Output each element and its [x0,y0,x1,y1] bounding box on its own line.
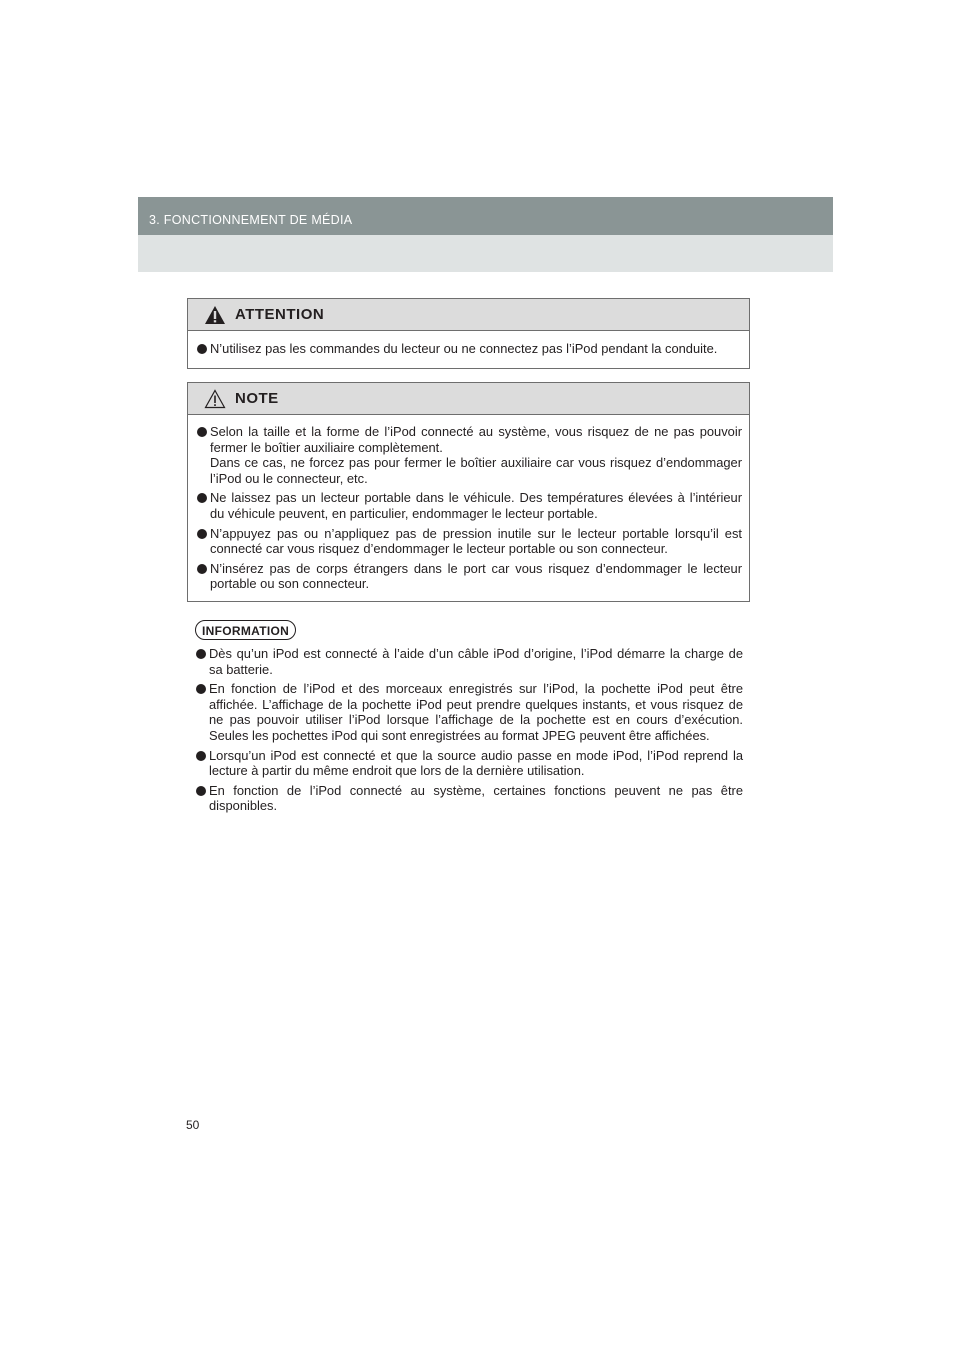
bullet-icon [197,564,207,574]
information-item: En fonction de l’iPod connecté au système, certaines fonctions peuvent ne pas être disponibles. [196,783,743,814]
section-header [138,197,833,235]
note-item: Selon la taille et la forme de l’iPod connecté au système, vous risquez de ne pas pouvoir fermer le boîtier auxiliaire complètement. Dans ce cas, ne forcez pas pour fermer le boîtier auxiliaire car vous risquez d’endommager l’iPod ou le connecteur, etc. [197,424,742,486]
bullet-icon [197,344,207,354]
information-badge: INFORMATION [195,620,296,640]
information-list [196,646,743,818]
bullet-icon [197,427,207,437]
information-item: Dès qu’un iPod est connecté à l’aide d’un câble iPod d’origine, l’iPod démarre la charge de sa batterie. [196,646,743,677]
attention-item: N’utilisez pas les commandes du lecteur ou ne connectez pas l’iPod pendant la conduite. [197,341,742,357]
note-title: NOTE [235,390,279,407]
note-item: N’appuyez pas ou n’appliquez pas de pression inutile sur le lecteur portable lorsqu’il est connecté car vous risquez d’endommager le lecteur portable ou son connecteur. [197,526,742,557]
note-item: Ne laissez pas un lecteur portable dans le véhicule. Des températures élevées à l’intérieur du véhicule peuvent, en particulier, endommager le lecteur portable. [197,490,742,521]
attention-box [187,298,750,369]
warning-icon [204,305,226,325]
note-box [187,382,750,602]
bullet-icon [197,529,207,539]
attention-header [188,299,749,331]
section-subheader [138,235,833,272]
bullet-icon [196,684,206,694]
information-item: Lorsqu’un iPod est connecté et que la source audio passe en mode iPod, l’iPod reprend la lecture à partir du même endroit que lors de la dernière utilisation. [196,748,743,779]
information-item: En fonction de l’iPod et des morceaux enregistrés sur l’iPod, la pochette iPod peut être affichée. L’affichage de la pochette iPod peut prendre quelques instants, et vous risquez de ne pas pouvoir utiliser l’iPod lorsque l’affichage de la pochette est en cours d’exécution. Seules les pochettes iPod qui sont enregistrées au format JPEG peuvent être affichées. [196,681,743,743]
section-title: 3. FONCTIONNEMENT DE MÉDIA [149,213,353,227]
bullet-icon [196,786,206,796]
attention-title: ATTENTION [235,306,325,323]
bullet-icon [196,649,206,659]
caution-outline-icon [204,389,226,409]
note-header [188,383,749,415]
page-number: 50 [186,1118,200,1132]
bullet-icon [196,751,206,761]
bullet-icon [197,493,207,503]
note-item: N’insérez pas de corps étrangers dans le port car vous risquez d’endommager le lecteur portable ou son connecteur. [197,561,742,592]
